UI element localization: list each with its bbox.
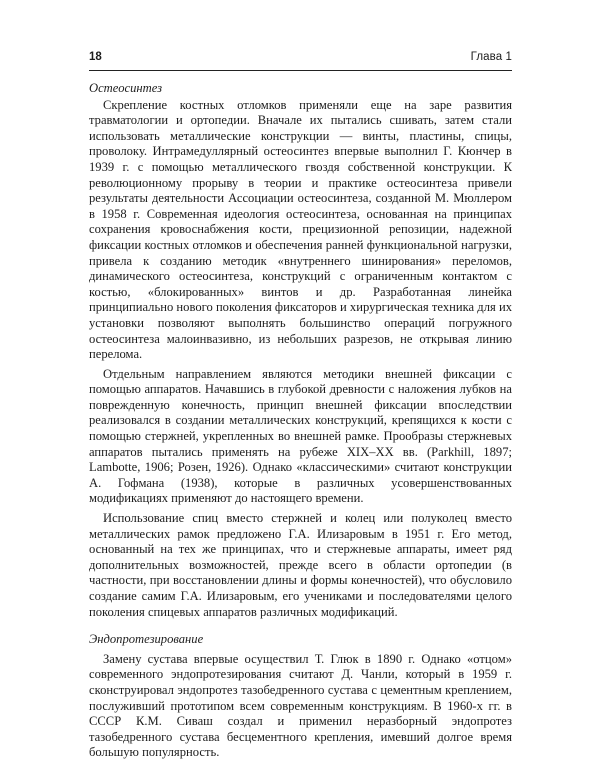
paragraph: Замену сустава впервые осуществил Т. Глюк в 1890 г. Однако «отцом» современного эндопротезирования считают Д. Чанли, который в 1959 г. сконструировал эндопротез тазобедренного сустава с цементным креплением, послуживший прототипом всем современным конструкциям. В 1960-х гг. в СССР К.М. Сиваш создал и применил неразборный эндопротез тазобедренного сустава бесцементного крепления, имевший долгое время большую популярность. — [89, 651, 512, 760]
page-number: 18 — [89, 51, 102, 63]
section-heading-endoprosthetics: Эндопротезирование — [89, 632, 204, 647]
paragraph: Отдельным направлением являются методики внешней фиксации с помощью аппаратов. Начавшись в глубокой древности с наложения лубков на поврежденную конечность, принцип внешней фиксации впоследствии реализовался в создании металлических конструкций, крепящихся к кости с помощью стержней, укрепленных во внешней рамке. Прообразы стержневых аппаратов пытались применять на рубеже XIX–XX вв. (Parkhill, 1897; Lambotte, 1906; Розен, 1926). Однако «классическими» считают конструкции А. Гофмана (1938), которые в различных усовершенствованных модификациях применяют до настоящего времени. — [89, 366, 512, 506]
section-heading-osteosynthesis: Остеосинтез — [89, 81, 163, 95]
book-page — [89, 50, 512, 765]
page-body — [89, 81, 512, 761]
running-header — [89, 50, 512, 71]
paragraph: Скрепление костных отломков применяли еще на заре развития травматологии и ортопедии. Вначале их пытались сшивать, затем стали использовать металлические конструкции — винты, пластины, спицы, проволоку. Интрамедуллярный остеосинтез впервые выполнил Г. Кюнчер в 1939 г. с помощью металлического гвоздя собственной конструкции. К революционному прорыву в теории и практике остеосинтеза привели результаты деятельности Ассоциации остеосинтеза, созданной М. Мюллером в 1958 г. Современная идеология остеосинтеза, основанная на принципах сохранения кровоснабжения кости, прецизионной репозиции, надежной фиксации костных отломков и обеспечения ранней функциональной нагрузки, привела к созданию методик «внутреннего шинирования» переломов, динамического остеосинтеза, конструкций с ограниченным контактом с костью, «блокированных» винтов и др. Разработанная линейка принципиально нового поколения фиксаторов и хирургическая техника для их установки позволяют выполнять большинство операций погружного остеосинтеза малоинвазивно, из небольших разрезов, не открывая линию перелома. — [89, 97, 512, 362]
paragraph: Использование спиц вместо стержней и колец или полуколец вместо металлических рамок предложено Г.А. Илизаровым в 1951 г. Его метод, основанный на тех же принципах, что и стержневые аппараты, имеет ряд дополнительных возможностей, прежде всего в области ортопедии (в частности, при восстановлении длины и формы конечностей), что обусловило создание самим Г.А. Илизаровым, его учениками и последователями целого поколения спицевых аппаратов различных модификаций. — [89, 511, 512, 619]
chapter-label: Глава 1 — [470, 51, 512, 63]
